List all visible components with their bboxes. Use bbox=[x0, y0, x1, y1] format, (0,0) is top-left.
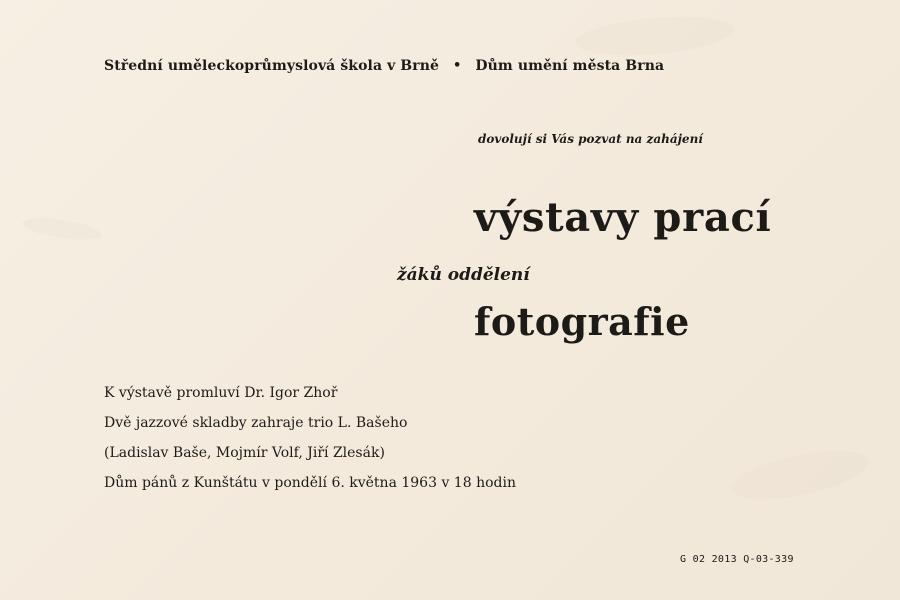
exhibition-subject: fotografie bbox=[474, 299, 690, 344]
paper-stain bbox=[21, 215, 103, 244]
paper-stain bbox=[574, 11, 737, 61]
department-label: žáků oddělení bbox=[397, 265, 530, 285]
separator-bullet: • bbox=[453, 58, 462, 73]
print-code: G 02 2013 Q-03-339 bbox=[680, 554, 794, 565]
paper-stain bbox=[727, 441, 872, 509]
musicians-line: (Ladislav Baše, Mojmír Volf, Jiří Zlesák) bbox=[104, 445, 385, 461]
school-name: Střední uměleckoprůmyslová škola v Brně bbox=[104, 58, 440, 74]
gallery-name: Dům umění města Brna bbox=[475, 58, 665, 74]
venue-date-line: Dům pánů z Kunštátu v pondělí 6. května 1963 v 18 hodin bbox=[104, 475, 516, 491]
event-details bbox=[104, 378, 516, 498]
invitation-line: dovolují si Vás pozvat na zahájení bbox=[478, 132, 703, 146]
speaker-line: K výstavě promluví Dr. Igor Zhoř bbox=[104, 385, 338, 401]
organizers-line bbox=[104, 58, 664, 74]
exhibition-title: výstavy prací bbox=[474, 194, 772, 241]
music-line: Dvě jazzové skladby zahraje trio L. Bašeho bbox=[104, 415, 408, 431]
